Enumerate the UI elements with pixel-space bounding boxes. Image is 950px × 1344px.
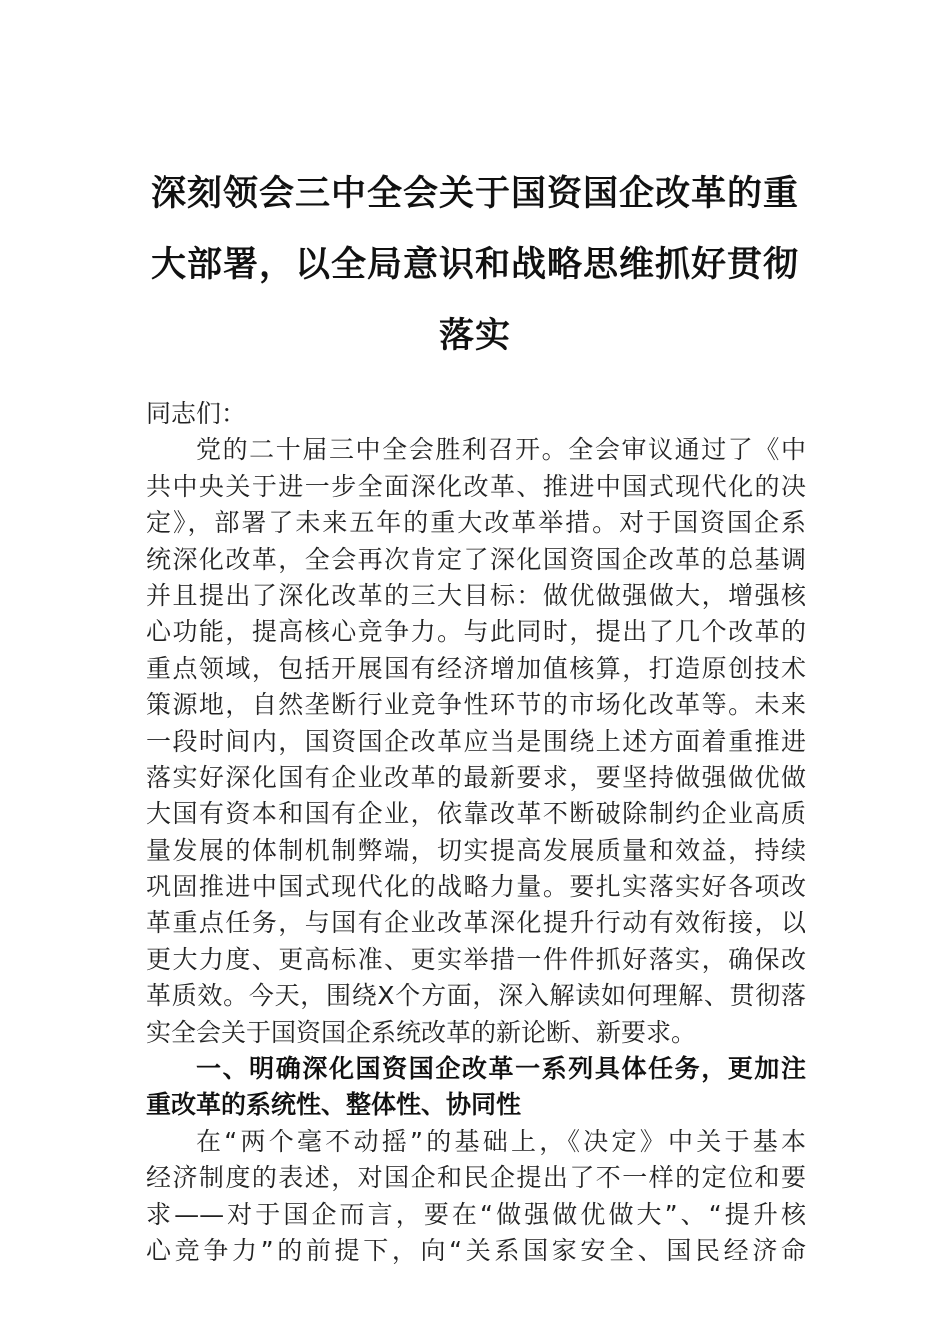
paragraph-line: 定》，部署了未来五年的重大改革举措。对于国资国企系 xyxy=(146,508,806,538)
paragraph-line: 量发展的体制机制弊端，切实提高发展质量和效益，持续 xyxy=(146,835,806,865)
salutation: 同志们： xyxy=(146,399,247,428)
paragraph-line: 经济制度的表述，对国企和民企提出了不一样的定位和要 xyxy=(146,1163,806,1193)
document-body xyxy=(146,396,806,1269)
section-heading: 重改革的系统性、整体性、协同性 xyxy=(146,1090,522,1120)
paragraph-line: 落实好深化国有企业改革的最新要求，要坚持做强做优做 xyxy=(146,762,806,792)
paragraph-line: 心竞争力”的前提下，向“关系国家安全、国民经济命 xyxy=(146,1235,806,1265)
paragraph-line: 一段时间内，国资国企改革应当是围绕上述方面着重推进 xyxy=(146,726,806,756)
paragraph-line: 重点领域，包括开展国有经济增加值核算，打造原创技术 xyxy=(146,653,806,683)
paragraph-line: 策源地，自然垄断行业竞争性环节的市场化改革等。未来 xyxy=(146,690,806,720)
section-heading: 一、明确深化国资国企改革一系列具体任务，更加注 xyxy=(196,1054,806,1084)
title-line: 落实 xyxy=(438,315,511,356)
title-line: 深刻领会三中全会关于国资国企改革的重 xyxy=(150,173,799,214)
paragraph-line: 统深化改革，全会再次肯定了深化国资国企改革的总基调 xyxy=(146,544,806,574)
paragraph-line: 在“两个毫不动摇”的基础上，《决定》中关于基本 xyxy=(196,1126,806,1156)
document-title xyxy=(140,158,810,371)
paragraph-line: 革重点任务，与国有企业改革深化提升行动有效衔接，以 xyxy=(146,908,806,938)
paragraph-line: 革质效。今天，围绕X个方面，深入解读如何理解、贯彻落 xyxy=(146,981,806,1011)
paragraph-line: 并且提出了深化改革的三大目标：做优做强做大，增强核 xyxy=(146,580,806,610)
paragraph-line: 巩固推进中国式现代化的战略力量。要扎实落实好各项改 xyxy=(146,872,806,902)
paragraph-line: 求——对于国企而言，要在“做强做优做大”、“提升核 xyxy=(146,1199,806,1229)
paragraph-line: 更大力度、更高标准、更实举措一件件抓好落实，确保改 xyxy=(146,944,806,974)
title-line: 大部署，以全局意识和战略思维抓好贯彻 xyxy=(150,244,799,285)
paragraph-line: 共中央关于进一步全面深化改革、推进中国式现代化的决 xyxy=(146,471,806,501)
paragraph-line: 党的二十届三中全会胜利召开。全会审议通过了《中 xyxy=(196,435,806,465)
paragraph-line: 心功能，提高核心竞争力。与此同时，提出了几个改革的 xyxy=(146,617,806,647)
paragraph-line: 大国有资本和国有企业，依靠改革不断破除制约企业高质 xyxy=(146,799,806,829)
paragraph-line: 实全会关于国资国企系统改革的新论断、新要求。 xyxy=(146,1017,697,1047)
